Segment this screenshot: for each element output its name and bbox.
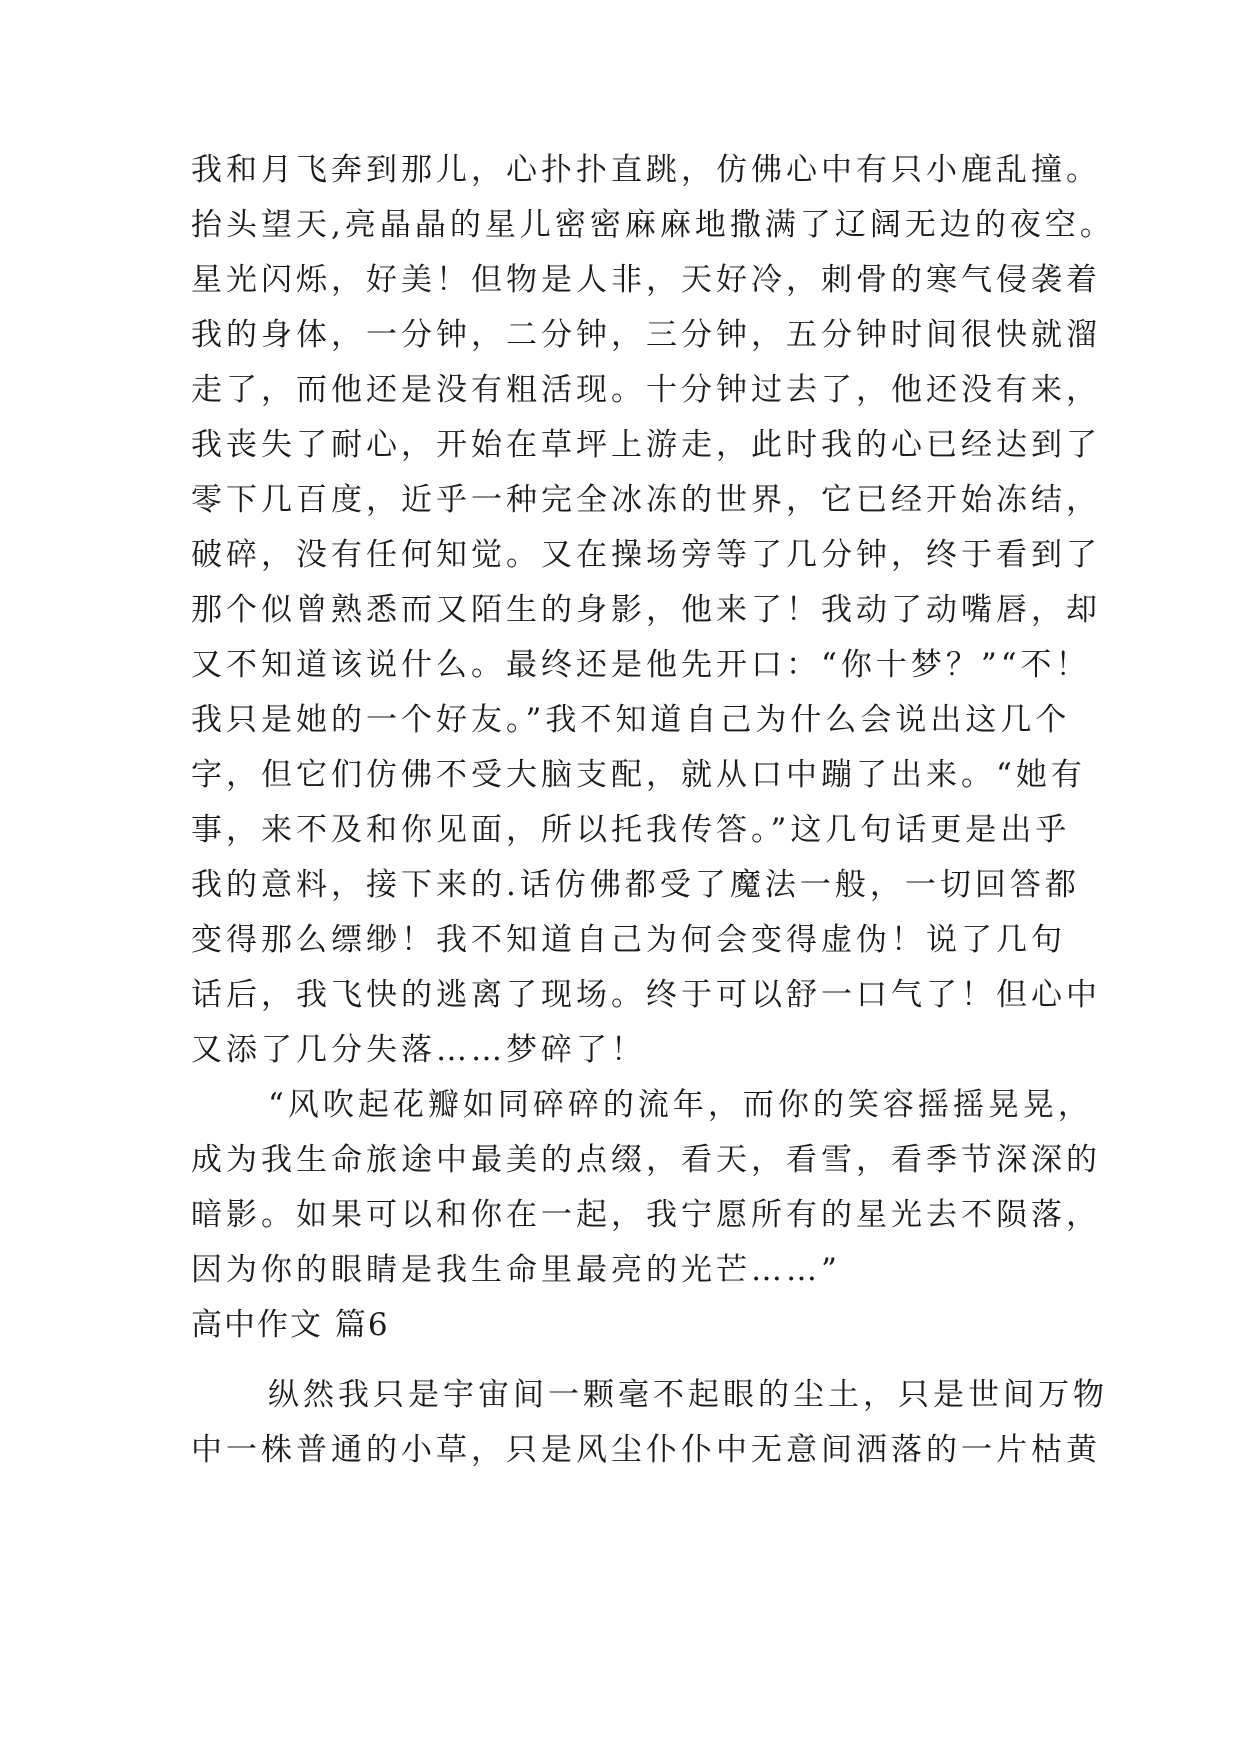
quote-line: 暗影。如果可以和你在一起，我宁愿所有的星光去不陨落， xyxy=(191,1197,1101,1233)
paragraph-line: 零下几百度，近乎一种完全冰冻的世界，它已经开始冻结， xyxy=(191,482,1101,518)
paragraph-line: 中一株普通的小草，只是风尘仆仆中无意间洒落的一片枯黄 xyxy=(191,1432,1101,1468)
section-heading: 高中作文 篇6 xyxy=(191,1307,390,1343)
paragraph-line: 变得那么缥缈！我不知道自己为何会变得虚伪！说了几句 xyxy=(191,922,1066,958)
paragraph-line: 我的身体，一分钟，二分钟，三分钟，五分钟时间很快就溜 xyxy=(191,317,1101,353)
paragraph-line: 又添了几分失落……梦碎了！ xyxy=(191,1032,646,1068)
quote-line: “风吹起花瓣如同碎碎的流年，而你的笑容摇摇晃晃， xyxy=(268,1087,1093,1123)
paragraph-line: 那个似曾熟悉而又陌生的身影，他来了！我动了动嘴唇，却 xyxy=(191,592,1101,628)
paragraph-line: 字，但它们仿佛不受大脑支配，就从口中蹦了出来。“她有 xyxy=(191,757,1086,793)
paragraph-line: 纵然我只是宇宙间一颗毫不起眼的尘土，只是世间万物 xyxy=(268,1377,1108,1413)
paragraph-line: 破碎，没有任何知觉。又在操场旁等了几分钟，终于看到了 xyxy=(191,537,1101,573)
paragraph-line: 星光闪烁，好美！但物是人非，天好冷，刺骨的寒气侵袭着 xyxy=(191,262,1101,298)
paragraph-line: 又不知道该说什么。最终还是他先开口：“你十梦？”“不！ xyxy=(191,647,1091,683)
paragraph-line: 我只是她的一个好友。”我不知道自己为什么会说出这几个 xyxy=(191,702,1071,738)
paragraph-line: 我丧失了耐心，开始在草坪上游走，此时我的心已经达到了 xyxy=(191,427,1101,463)
paragraph-line: 走了，而他还是没有粗活现。十分钟过去了，他还没有来， xyxy=(191,372,1101,408)
paragraph-line: 我和月飞奔到那儿，心扑扑直跳，仿佛心中有只小鹿乱撞。 xyxy=(191,152,1101,188)
paragraph-line: 事，来不及和你见面，所以托我传答。”这几句话更是出乎 xyxy=(191,812,1071,848)
paragraph-line: 我的意料，接下来的.话仿佛都受了魔法一般，一切回答都 xyxy=(191,867,1080,903)
quote-line: 成为我生命旅途中最美的点缀，看天，看雪，看季节深深的 xyxy=(191,1142,1101,1178)
paragraph-line: 话后，我飞快的逃离了现场。终于可以舒一口气了！但心中 xyxy=(191,977,1101,1013)
quote-line: 因为你的眼睛是我生命里最亮的光芒……” xyxy=(191,1252,841,1288)
paragraph-line: 抬头望天,亮晶晶的星儿密密麻麻地撒满了辽阔无边的夜空。 xyxy=(191,207,1115,243)
